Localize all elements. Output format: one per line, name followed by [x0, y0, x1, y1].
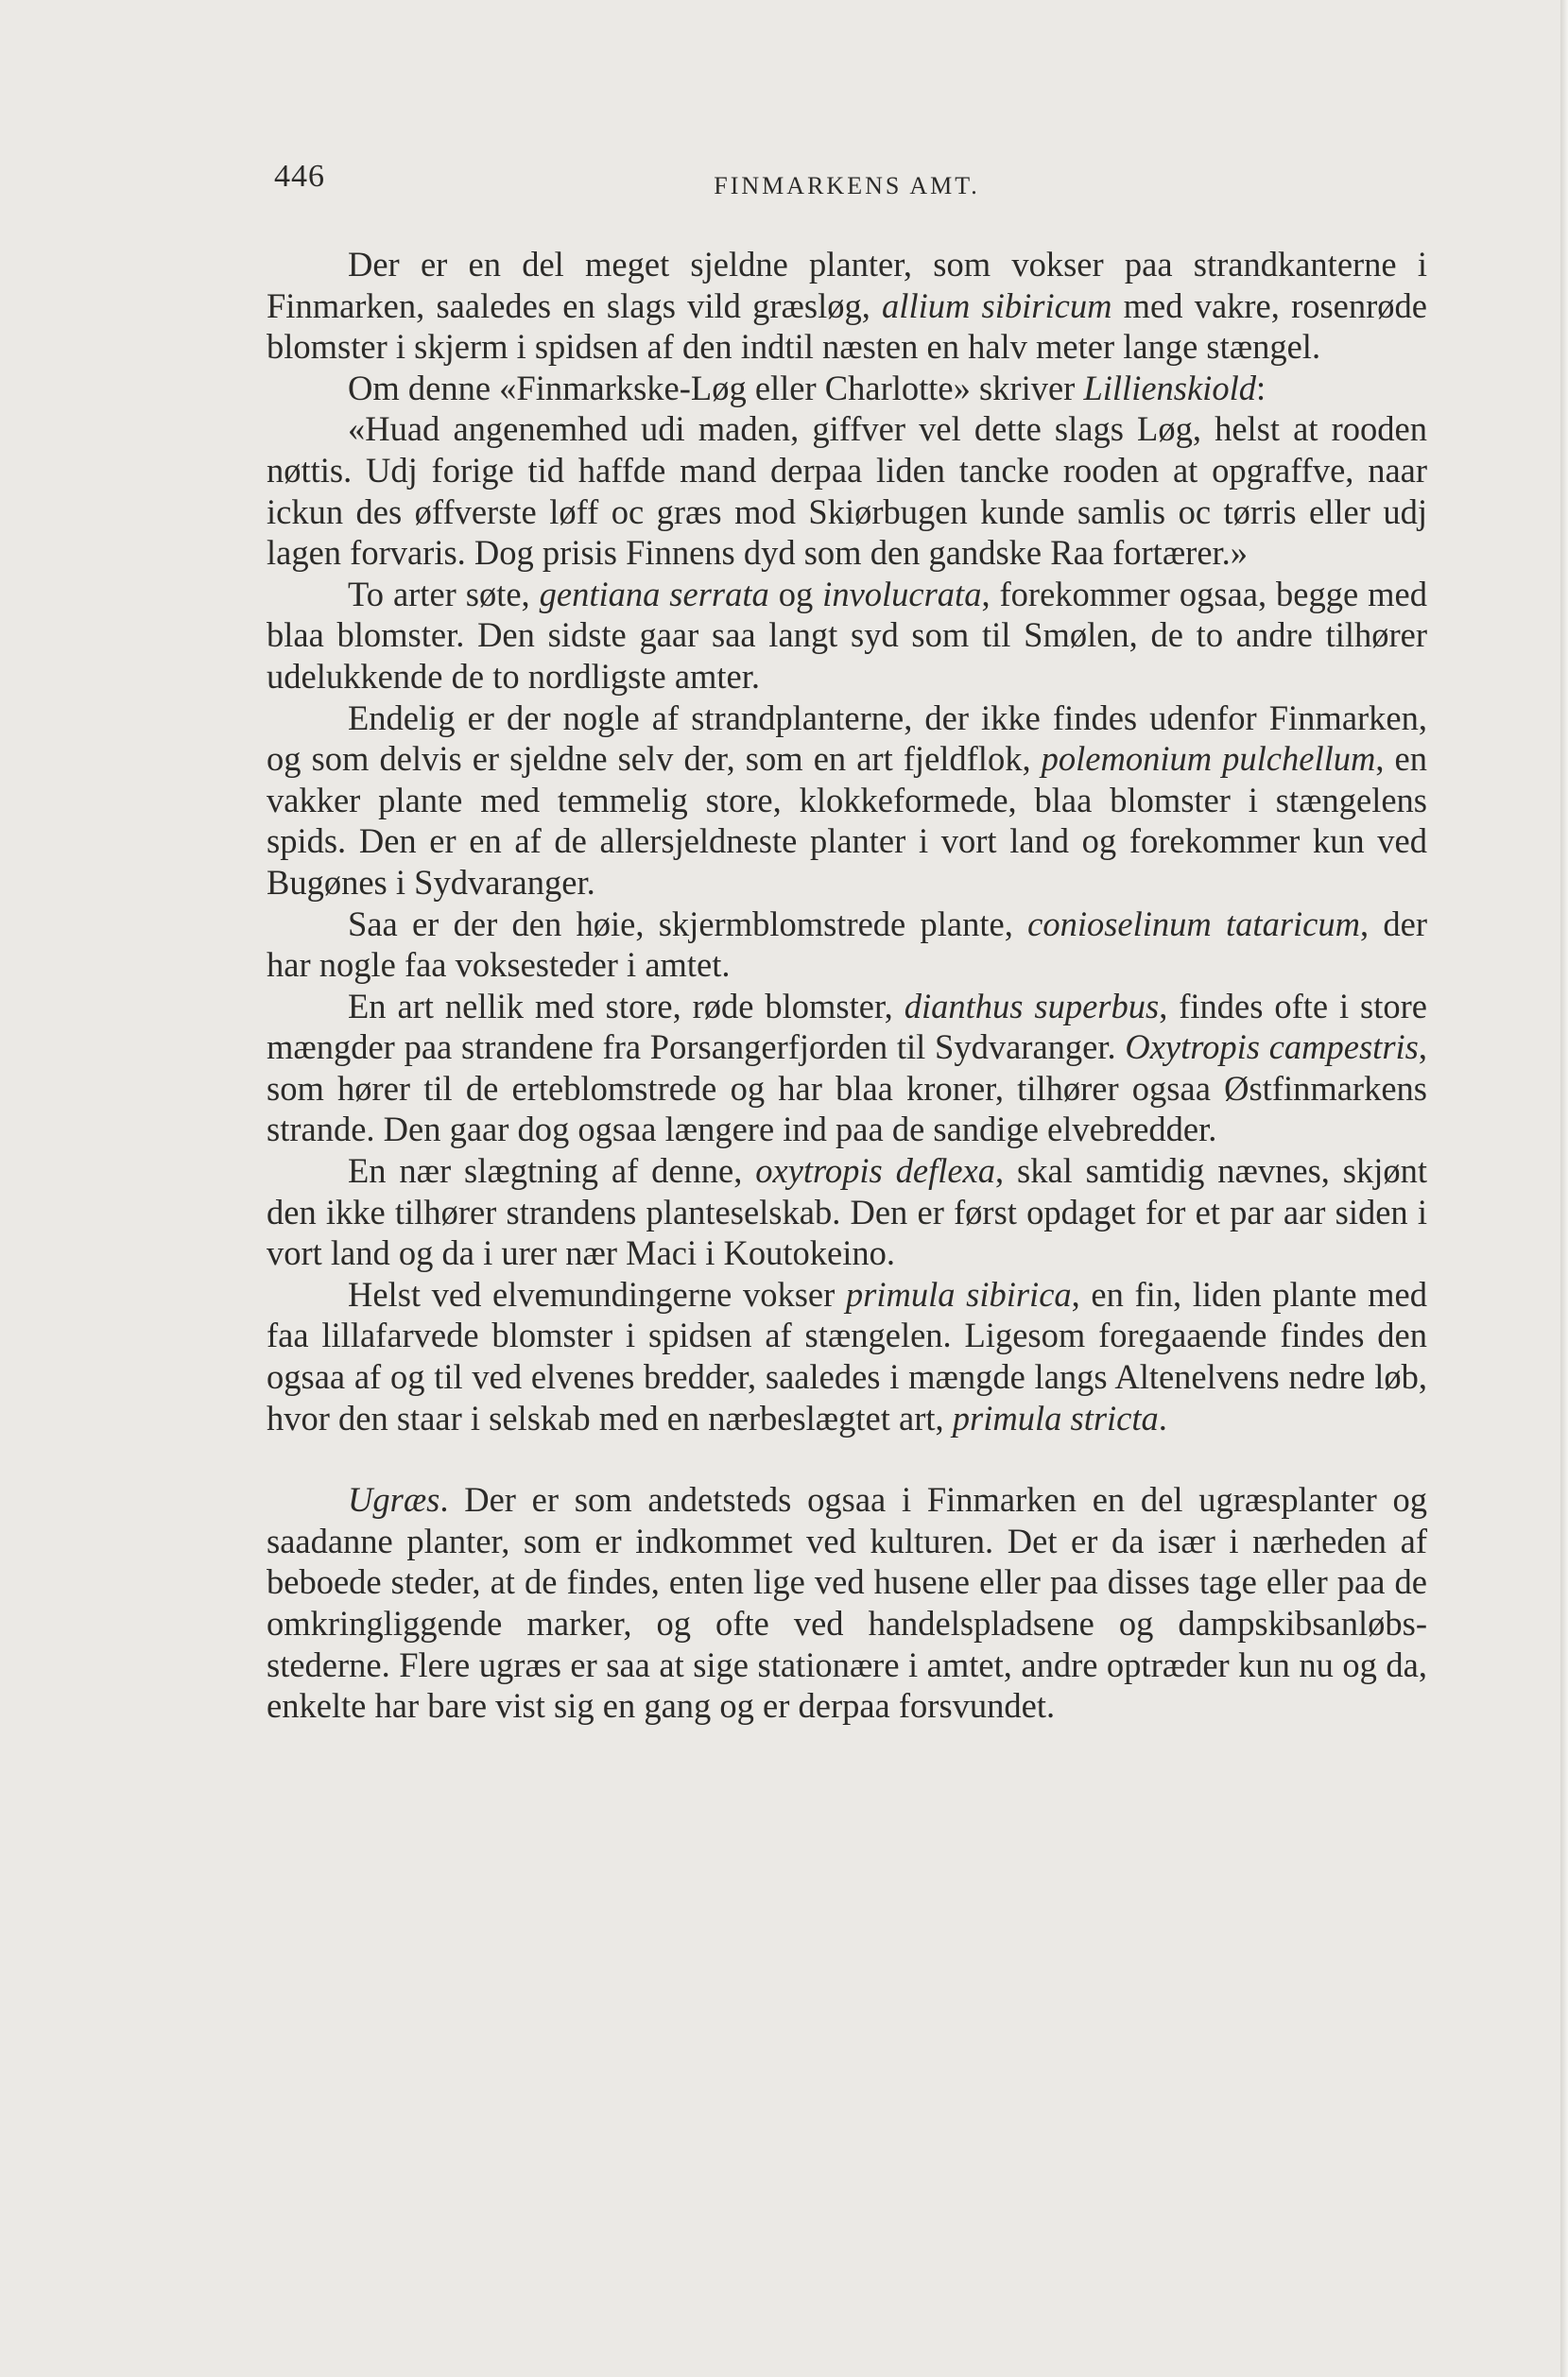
text-run: , en vakker plante med temmelig store, klokkeformede, blaa blomster i stængelens spids. Den er en af de allersjeldneste planter i vort land og forekommer kun ved Bugønes i Sydvaranger. — [267, 739, 1427, 902]
italic-term: Oxytropis campestris — [1125, 1027, 1419, 1067]
italic-term: involucrata — [822, 574, 982, 613]
text-run: , som hører til de erteblomstrede og har blaa kroner, tilhører ogsaa Østfinmarkens strande. Den gaar dog ogsaa længere ind paa de sandige elvebredder. — [267, 1027, 1427, 1149]
text-run: . — [1158, 1398, 1167, 1438]
italic-term: conioselinum tataricum — [1027, 904, 1360, 943]
paragraph-p9 — [267, 1274, 1427, 1438]
page-number: 446 — [274, 159, 325, 194]
page-header — [267, 159, 1427, 206]
text-run: , skal samtidig nævnes, skjønt den ikke tilhører strandens planteselskab. Den er først opdaget for et par aar siden i vort land og da i urer nær Maci i Koutokeino. — [267, 1151, 1428, 1273]
text-run: Endelig er der nogle af strandplanterne, der ikke findes udenfor Finmarken, og som delvis er sjeldne selv der, som en art fjeldflok, — [267, 698, 1427, 779]
paragraph-p8 — [267, 1150, 1427, 1274]
text-run: og — [768, 574, 823, 613]
paragraph-p5 — [267, 698, 1427, 904]
italic-term: gentiana serrata — [539, 574, 769, 613]
text-run: Saa er der den høie, skjermblomstrede plante, — [348, 904, 1028, 943]
italic-term: polemonium pulchellum — [1041, 739, 1376, 779]
italic-term: allium sibiricum — [882, 285, 1112, 325]
italic-term: oxytropis deflexa — [755, 1151, 996, 1191]
paragraph-p7 — [267, 986, 1427, 1150]
text-run: Der er en del meget sjeldne planter, som vokser paa strandkanterne i Finmarken, saaledes en slags vild græsløg, — [267, 245, 1427, 325]
running-head: FINMARKENS AMT. — [714, 172, 980, 199]
italic-term: Ugræs — [348, 1480, 440, 1520]
text-run: . Der er som andetsteds ogsaa i Finmarken en del ugræsplanter og saadanne planter, som er indkommet ved kulturen. Det er da især i nærheden af beboede steder, at de findes, enten lige ved husene eller paa disses tage eller paa de omkringliggende marker, og ofte ved handelspladsene og dampskibsanløbsstederne. Flere ugræs er saa at sige stationære i amtet, andre optræder kun nu og da, enkelte har bare vist sig en gang og er derpaa forsvundet. — [267, 1480, 1427, 1726]
paragraph-p10 — [267, 1479, 1427, 1727]
italic-term: dianthus superbus — [904, 986, 1160, 1025]
paragraph-p2 — [267, 368, 1427, 409]
paragraph-p4 — [267, 574, 1427, 698]
text-run: med vakre, rosenrøde blomster i skjerm i spidsen af den indtil næsten en halv meter lange stængel. — [267, 285, 1427, 367]
italic-term: Lillienskiold — [1083, 368, 1256, 407]
text-run: To arter søte, — [348, 574, 540, 613]
text-run: Helst ved elvemundingerne vokser — [348, 1274, 846, 1314]
paragraph-p3 — [267, 408, 1427, 573]
text-run: , en fin, liden plante med faa lillafarvede blomster i spidsen af stængelen. Ligesom foregaaende findes den ogsaa af og til ved elvenes bredder, saaledes i mængde langs Altenelvens nedre løb, hvor den staar i selskab med en nærbeslægtet art, — [267, 1274, 1427, 1438]
text-run: , forekommer ogsaa, begge med blaa blomster. Den sidste gaar saa langt syd som til Smølen, de to andre tilhører udelukkende de to nordligste amter. — [267, 574, 1427, 696]
text-run: En nær slægtning af denne, — [348, 1151, 756, 1191]
page-edge — [1560, 0, 1568, 2377]
italic-term: primula stricta — [952, 1398, 1159, 1438]
text-run: Om denne «Finmarkske-Løg eller Charlotte» skriver — [348, 368, 1084, 407]
body-text — [267, 244, 1427, 1727]
paragraph-p6 — [267, 904, 1427, 986]
text-run: , der har nogle faa voksesteder i amtet. — [267, 904, 1427, 985]
paragraph-p1 — [267, 244, 1427, 368]
text-run: , findes ofte i store mængder paa strandene fra Porsangerfjorden til Sydvaranger. — [267, 986, 1427, 1067]
text-run: «Huad angenemhed udi maden, giffver vel dette slags Løg, helst at rooden nøttis. Udj forige tid haffde mand derpaa liden tancke rooden at opgraffve, naar ickun des øffverste løff oc græs mod Skiørbugen kunde samlis oc tørris eller udj lagen forvaris. Dog prisis Finnens dyd som den gandske Raa fortærer.» — [267, 409, 1427, 573]
text-run: : — [1255, 368, 1266, 407]
italic-term: primula sibirica — [845, 1274, 1072, 1314]
text-run: En art nellik med store, røde blomster, — [348, 986, 905, 1025]
